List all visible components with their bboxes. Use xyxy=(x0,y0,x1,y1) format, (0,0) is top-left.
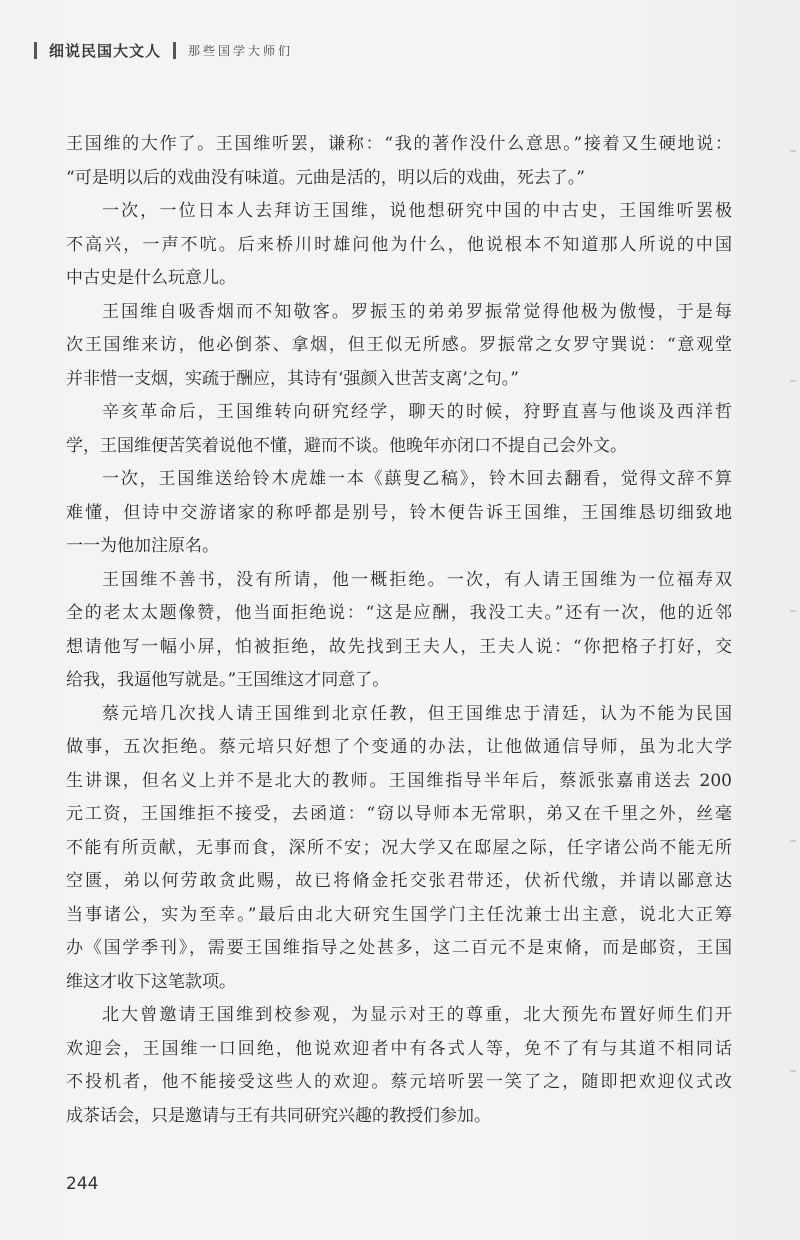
page-number: 244 xyxy=(66,1174,99,1194)
body-text xyxy=(66,128,732,1133)
page-edge-mark xyxy=(790,840,796,842)
text-line: 并非惜一支烟，实疏于酬应，其诗有‘强颜入世苦支离’之句。” xyxy=(66,368,519,389)
text-line: 一次，一位日本人去拜访王国维，说他想研究中国的中古史，王国维听罢极 xyxy=(102,201,732,221)
text-line: 一次，王国维送给铃木虎雄一本《蕻叟乙稿》，铃木回去翻看，觉得文辞不算 xyxy=(102,469,732,489)
paragraph xyxy=(66,564,732,698)
header-rule-left xyxy=(34,42,37,59)
text-line: 学，王国维便苦笑着说他不懂，避而不谈。他晚年亦闭口不提自己会外文。 xyxy=(66,435,627,456)
text-line: 王国维自吸香烟而不知敬客。罗振玉的弟弟罗振常觉得他极为傲慢，于是每 xyxy=(102,301,732,322)
text-line: 生讲课，但名义上并不是北大的教师。王国维指导半年后，蔡派张嘉甫送去 200 xyxy=(66,770,732,791)
text-line: 难懂，但诗中交游诸家的称呼都是别号，铃木便告诉王国维，王国维恳切细致地 xyxy=(66,502,732,523)
text-line: 不能有所贡献，无事而食，深所不安；况大学又在邸屋之际，任字诸公尚不能无所 xyxy=(66,837,732,858)
paragraph xyxy=(66,463,732,564)
text-line: 维这才收下这笔款项。 xyxy=(66,971,236,992)
text-line: 全的老太太题像赞，他当面拒绝说：“这是应酬，我没工夫。”还有一次，他的近邻 xyxy=(66,603,732,623)
page-edge-mark xyxy=(790,610,796,612)
running-header xyxy=(34,36,293,64)
text-line: 欢迎会，王国维一口回绝，他说欢迎者中有各式人等，免不了有与其道不相同话 xyxy=(66,1038,732,1059)
header-rule-divider xyxy=(173,42,176,59)
chapter-title: 那些国学大师们 xyxy=(188,43,294,58)
text-line: 元工资，王国维拒不接受，去函道：“窃以导师本无常职，弟又在千里之外，丝毫 xyxy=(66,804,732,824)
text-line: 王国维的大作了。王国维听罢，谦称：“我的著作没什么意思。”接着又生硬地说： xyxy=(66,134,732,154)
paragraph xyxy=(66,195,732,296)
text-line: 辛亥革命后，王国维转向研究经学，聊天的时候，狩野直喜与他谈及西洋哲 xyxy=(102,402,732,422)
text-line: 不高兴，一声不吭。后来桥川时雄问他为什么，他说根本不知道那人所说的中国 xyxy=(66,234,732,255)
text-line: 办《国学季刊》，需要王国维指导之处甚多，这二百元不是束脩，而是邮资，王国 xyxy=(66,938,732,958)
text-line: 空匮，弟以何劳敢贪此赐，故已将脩金托交张君带还，伏祈代缴，并请以鄙意达 xyxy=(66,871,732,891)
paragraph xyxy=(66,296,732,397)
paragraph xyxy=(66,396,732,463)
text-line: 当事诸公，实为至幸。”最后由北大研究生国学门主任沈兼士出主意，说北大正筹 xyxy=(66,904,732,925)
paragraph xyxy=(66,698,732,1000)
book-title: 细说民国大文人 xyxy=(49,41,162,60)
text-line: 王国维不善书，没有所请，他一概拒绝。一次，有人请王国维为一位福寿双 xyxy=(102,569,732,590)
page-edge-mark xyxy=(790,380,796,382)
text-line: 北大曾邀请王国维到校参观，为显示对王的尊重，北大预先布置好师生们开 xyxy=(102,1005,732,1025)
page-edge-mark xyxy=(790,1070,796,1072)
paragraph xyxy=(66,999,732,1133)
text-line: 次王国维来访，他必倒茶、拿烟，但王似无所感。罗振常之女罗守巽说：“意观堂 xyxy=(66,335,732,355)
text-line: 成茶话会，只是邀请与王有共同研究兴趣的教授们参加。 xyxy=(66,1105,491,1126)
text-line: 蔡元培几次找人请王国维到北京任教，但王国维忠于清廷，认为不能为民国 xyxy=(102,703,732,724)
text-line: 中古史是什么玩意儿。 xyxy=(66,268,236,288)
text-line: 不投机者，他不能接受这些人的欢迎。蔡元培听罢一笑了之，随即把欢迎仪式改 xyxy=(66,1072,732,1092)
text-line: 想请他写一幅小屏，怕被拒绝，故先找到王夫人，王夫人说：“你把格子打好，交 xyxy=(66,636,732,657)
text-line: 给我，我逼他写就是。”王国维这才同意了。 xyxy=(66,670,390,690)
paragraph xyxy=(66,128,732,195)
text-line: 一一为他加注原名。 xyxy=(66,536,219,556)
page-edge-mark xyxy=(790,150,796,152)
text-line: 做事，五次拒绝。蔡元培只好想了个变通的办法，让他做通信导师，虽为北大学 xyxy=(66,737,732,757)
text-line: “可是明以后的戏曲没有味道。元曲是活的，明以后的戏曲，死去了。” xyxy=(66,167,585,188)
